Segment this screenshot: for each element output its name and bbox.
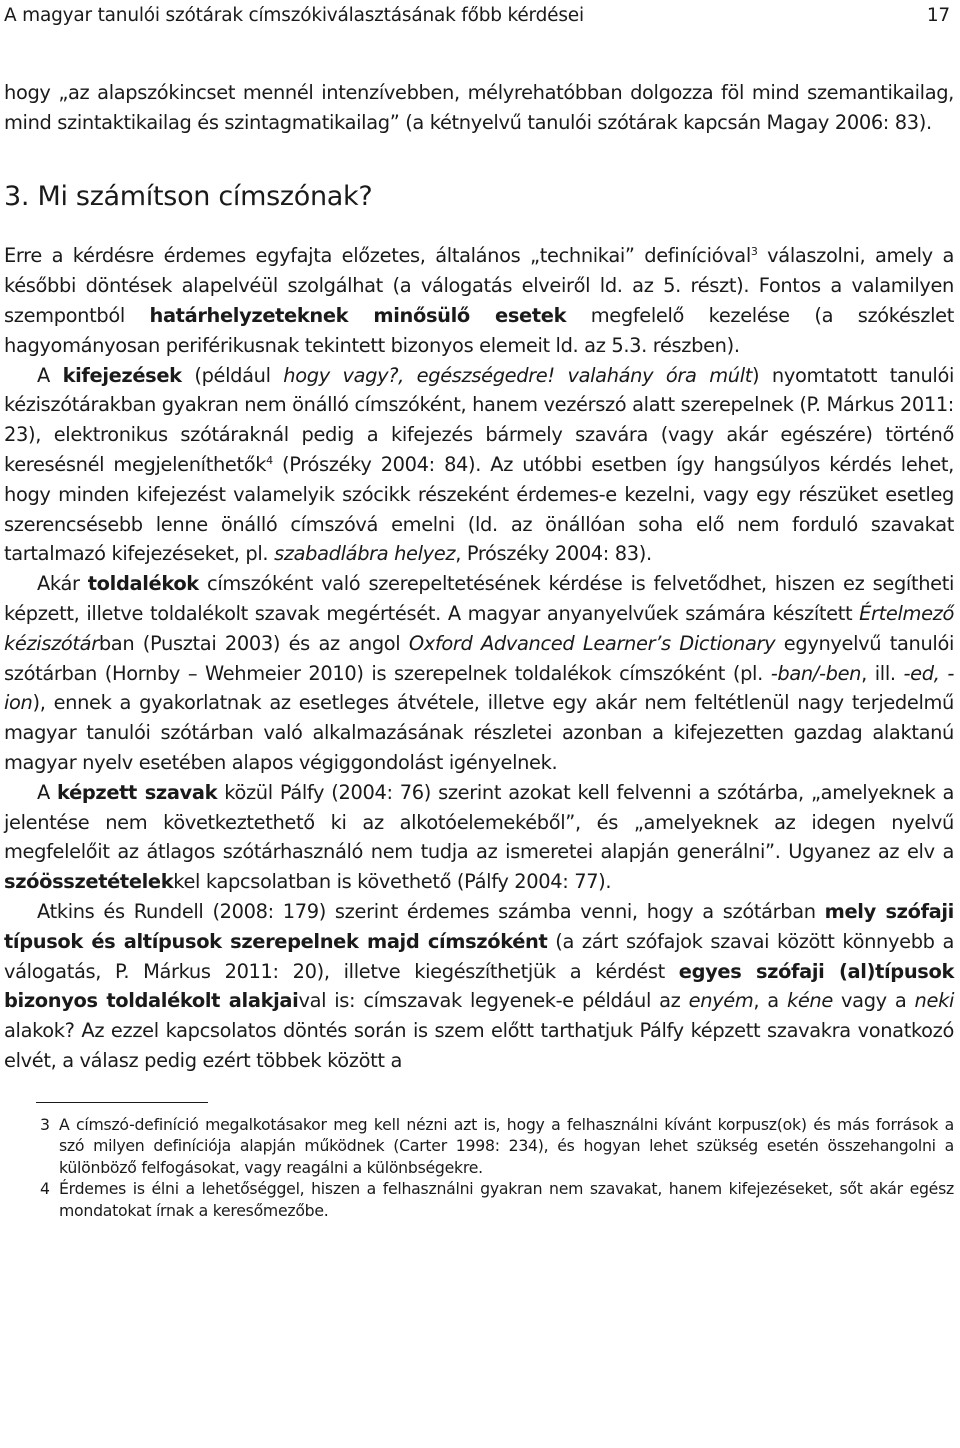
text-run: Atkins és Rundell (2008: 179) szerint érdemes számba venni, hogy a szótárban <box>37 899 825 923</box>
text-run: megfelelő kezelése (a szókészlet hagyományosan periférikusnak tekintett bizonyos elemeit ld. az 5.3. részben). <box>4 303 955 357</box>
text-run: A <box>37 363 63 387</box>
footnote <box>40 1178 954 1221</box>
text-run: , Prószéky 2004: 83). <box>455 542 652 566</box>
paragraph <box>4 78 954 138</box>
footnote <box>40 1114 954 1179</box>
footnote-ref: 4 <box>266 453 273 467</box>
footnote-ref: 3 <box>750 245 758 259</box>
bold-term: kifejezések <box>62 363 182 387</box>
footnotes <box>4 1114 954 1222</box>
italic-term: hogy vagy?, egészségedre! valahány óra múlt <box>283 363 753 387</box>
footnote-text: Érdemes is élni a lehetőséggel, hiszen a felhasználni gyakran nem szavakat, hanem kifejezéseket, sőt akár egész mondatokat írnak a keresőmezőbe. <box>59 1179 954 1220</box>
text-run: egynyelvű tanulói szótárban (Hornby – Wehmeier 2010) is szerepelnek toldalékok címszóként (pl. <box>4 631 954 685</box>
italic-term: Értelmező kéziszótár <box>4 601 954 655</box>
italic-term: szabadlábra helyez <box>274 542 456 566</box>
bold-term: képzett szavak <box>57 780 218 804</box>
text-run: ban (Pusztai 2003) és az angol <box>98 631 409 655</box>
text-run: vagy a <box>832 989 915 1013</box>
text-run: ), ennek a gyakorlatnak az esetleges átvétele, illetve egy akár nem feltétlenül nagy terjedelmű magyar tanulói szótárban való alkalmazásának részletei azonban a kifejezetten gazdag alaktanú magyar nyelv esetében alapos végiggondolást igényelnek. <box>4 691 954 774</box>
text-run: , a <box>753 989 787 1013</box>
text-run: (a zárt szófajok szavai között könnyebb a válogatás, P. Márkus 2011: 20), illetve kiegészíthetjük a kérdést <box>4 929 954 983</box>
running-title: A magyar tanulói szótárak címszókiválasztásának főbb kérdései <box>4 5 584 26</box>
paragraph <box>4 361 954 570</box>
paragraph <box>4 569 954 778</box>
italic-term: enyém <box>688 989 754 1013</box>
running-head <box>4 0 954 31</box>
text-run: (Prószéky 2004: 84). Az utóbbi esetben így hangsúlyos kérdés lehet, hogy minden kifejezést valamelyik szócikk részeként érdemes-e kezelni, vagy egy részüket esetleg szerencsésebb lenne önálló címszóvá emelni (ld. az önállóan soha elő nem forduló szavakat tartalmazó kifejezéseket, pl. <box>4 452 954 566</box>
italic-term: -ed, -ion <box>4 661 954 715</box>
text-run: közül Pálfy (2004: 76) szerint azokat kell felvenni a szótárba, „amelyeknek a jelentése nem következtethető ki az alkotóelemekéből”, és „amelyeknek az idegen nyelvű megfelelőit az átlagos szótárhasználó nem tudja az ismeretei alapján generálni”. Ugyanez az elv a <box>4 780 954 864</box>
bold-term: szóösszetételek <box>4 870 174 894</box>
body-text <box>4 78 954 1076</box>
bold-term: határhelyzeteknek minősülő esetek <box>149 303 567 327</box>
text-run: , ill. <box>861 661 904 685</box>
text-run: ) nyomtatott tanulói kéziszótárakban gyakran nem önálló címszóként, hanem vezérszó alatt szerepelnek (P. Márkus 2011: 23), elektronikus szótáraknál pedig a kifejezés bármely szavára (vagy akár egészére) történő keresésnél megjeleníthetők <box>4 363 954 476</box>
italic-term: Oxford Advanced Learner’s Dictionary <box>408 631 776 655</box>
text-run: Akár <box>37 572 88 596</box>
text-run: válaszolni, amely a későbbi döntések alapelvéül szolgálhat (a válogatás elveiről ld. az 5. részt). Fontos a valamilyen szempontból <box>4 244 954 327</box>
italic-term: neki <box>914 989 954 1013</box>
paragraph <box>4 241 954 360</box>
text-run: (például <box>181 363 284 387</box>
text-run: Erre a kérdésre érdemes egyfajta előzetes, általános „technikai” definícióval <box>4 244 751 268</box>
bold-term: mely szófaji típusok és altípusok szerepelnek majd címszóként <box>4 899 954 953</box>
footnote-number: 4 <box>40 1179 50 1199</box>
italic-term: -ban/-ben <box>770 661 862 685</box>
paragraph <box>4 897 954 1076</box>
italic-term: kéne <box>786 989 833 1013</box>
footnote-text: A címszó-definíció megalkotásakor meg kell nézni azt is, hogy a felhasználni kívánt korpusz(ok) és más források a szó milyen definíciója alapján működnek (Carter 1998: 234), és hogyan lehet szükség esetén összehangolni a különböző felfogásokat, vagy reagálni a különbségekre. <box>59 1114 954 1177</box>
bold-term: egyes szófaji (al)típusok bizonyos toldalékolt alakjai <box>4 959 954 1013</box>
footnote-number: 3 <box>40 1114 50 1134</box>
page-number: 17 <box>926 5 950 26</box>
text-run: A <box>37 780 58 804</box>
text-run: hogy „az alapszókincset mennél intenzívebben, mélyrehatóbban dolgozza föl mind szemantikailag, mind szintaktikailag és szintagmatikailag” (a kétnyelvű tanulói szótárak kapcsán Magay 2006: 83). <box>4 81 954 134</box>
text-run: címszóként való szerepeltetésének kérdése is felvetődhet, hiszen ez segítheti képzett, illetve toldalékolt szavak megértését. A magyar anyanyelvűek számára készített <box>4 572 955 625</box>
text-run: alakok? Az ezzel kapcsolatos döntés során is szem előtt tarthatjuk Pálfy képzett szavakra vonatkozó elvét, a válasz pedig ezért többek között a <box>4 1019 954 1072</box>
text-run: val is: címszavak legyenek-e például az <box>298 989 689 1013</box>
footnote-divider <box>36 1102 208 1103</box>
paragraph <box>4 778 954 897</box>
text-run: kel kapcsolatban is követhető (Pálfy 2004: 77). <box>173 870 612 894</box>
section-heading: 3. Mi számítson címszónak? <box>4 180 373 212</box>
bold-term: toldalékok <box>87 572 199 596</box>
